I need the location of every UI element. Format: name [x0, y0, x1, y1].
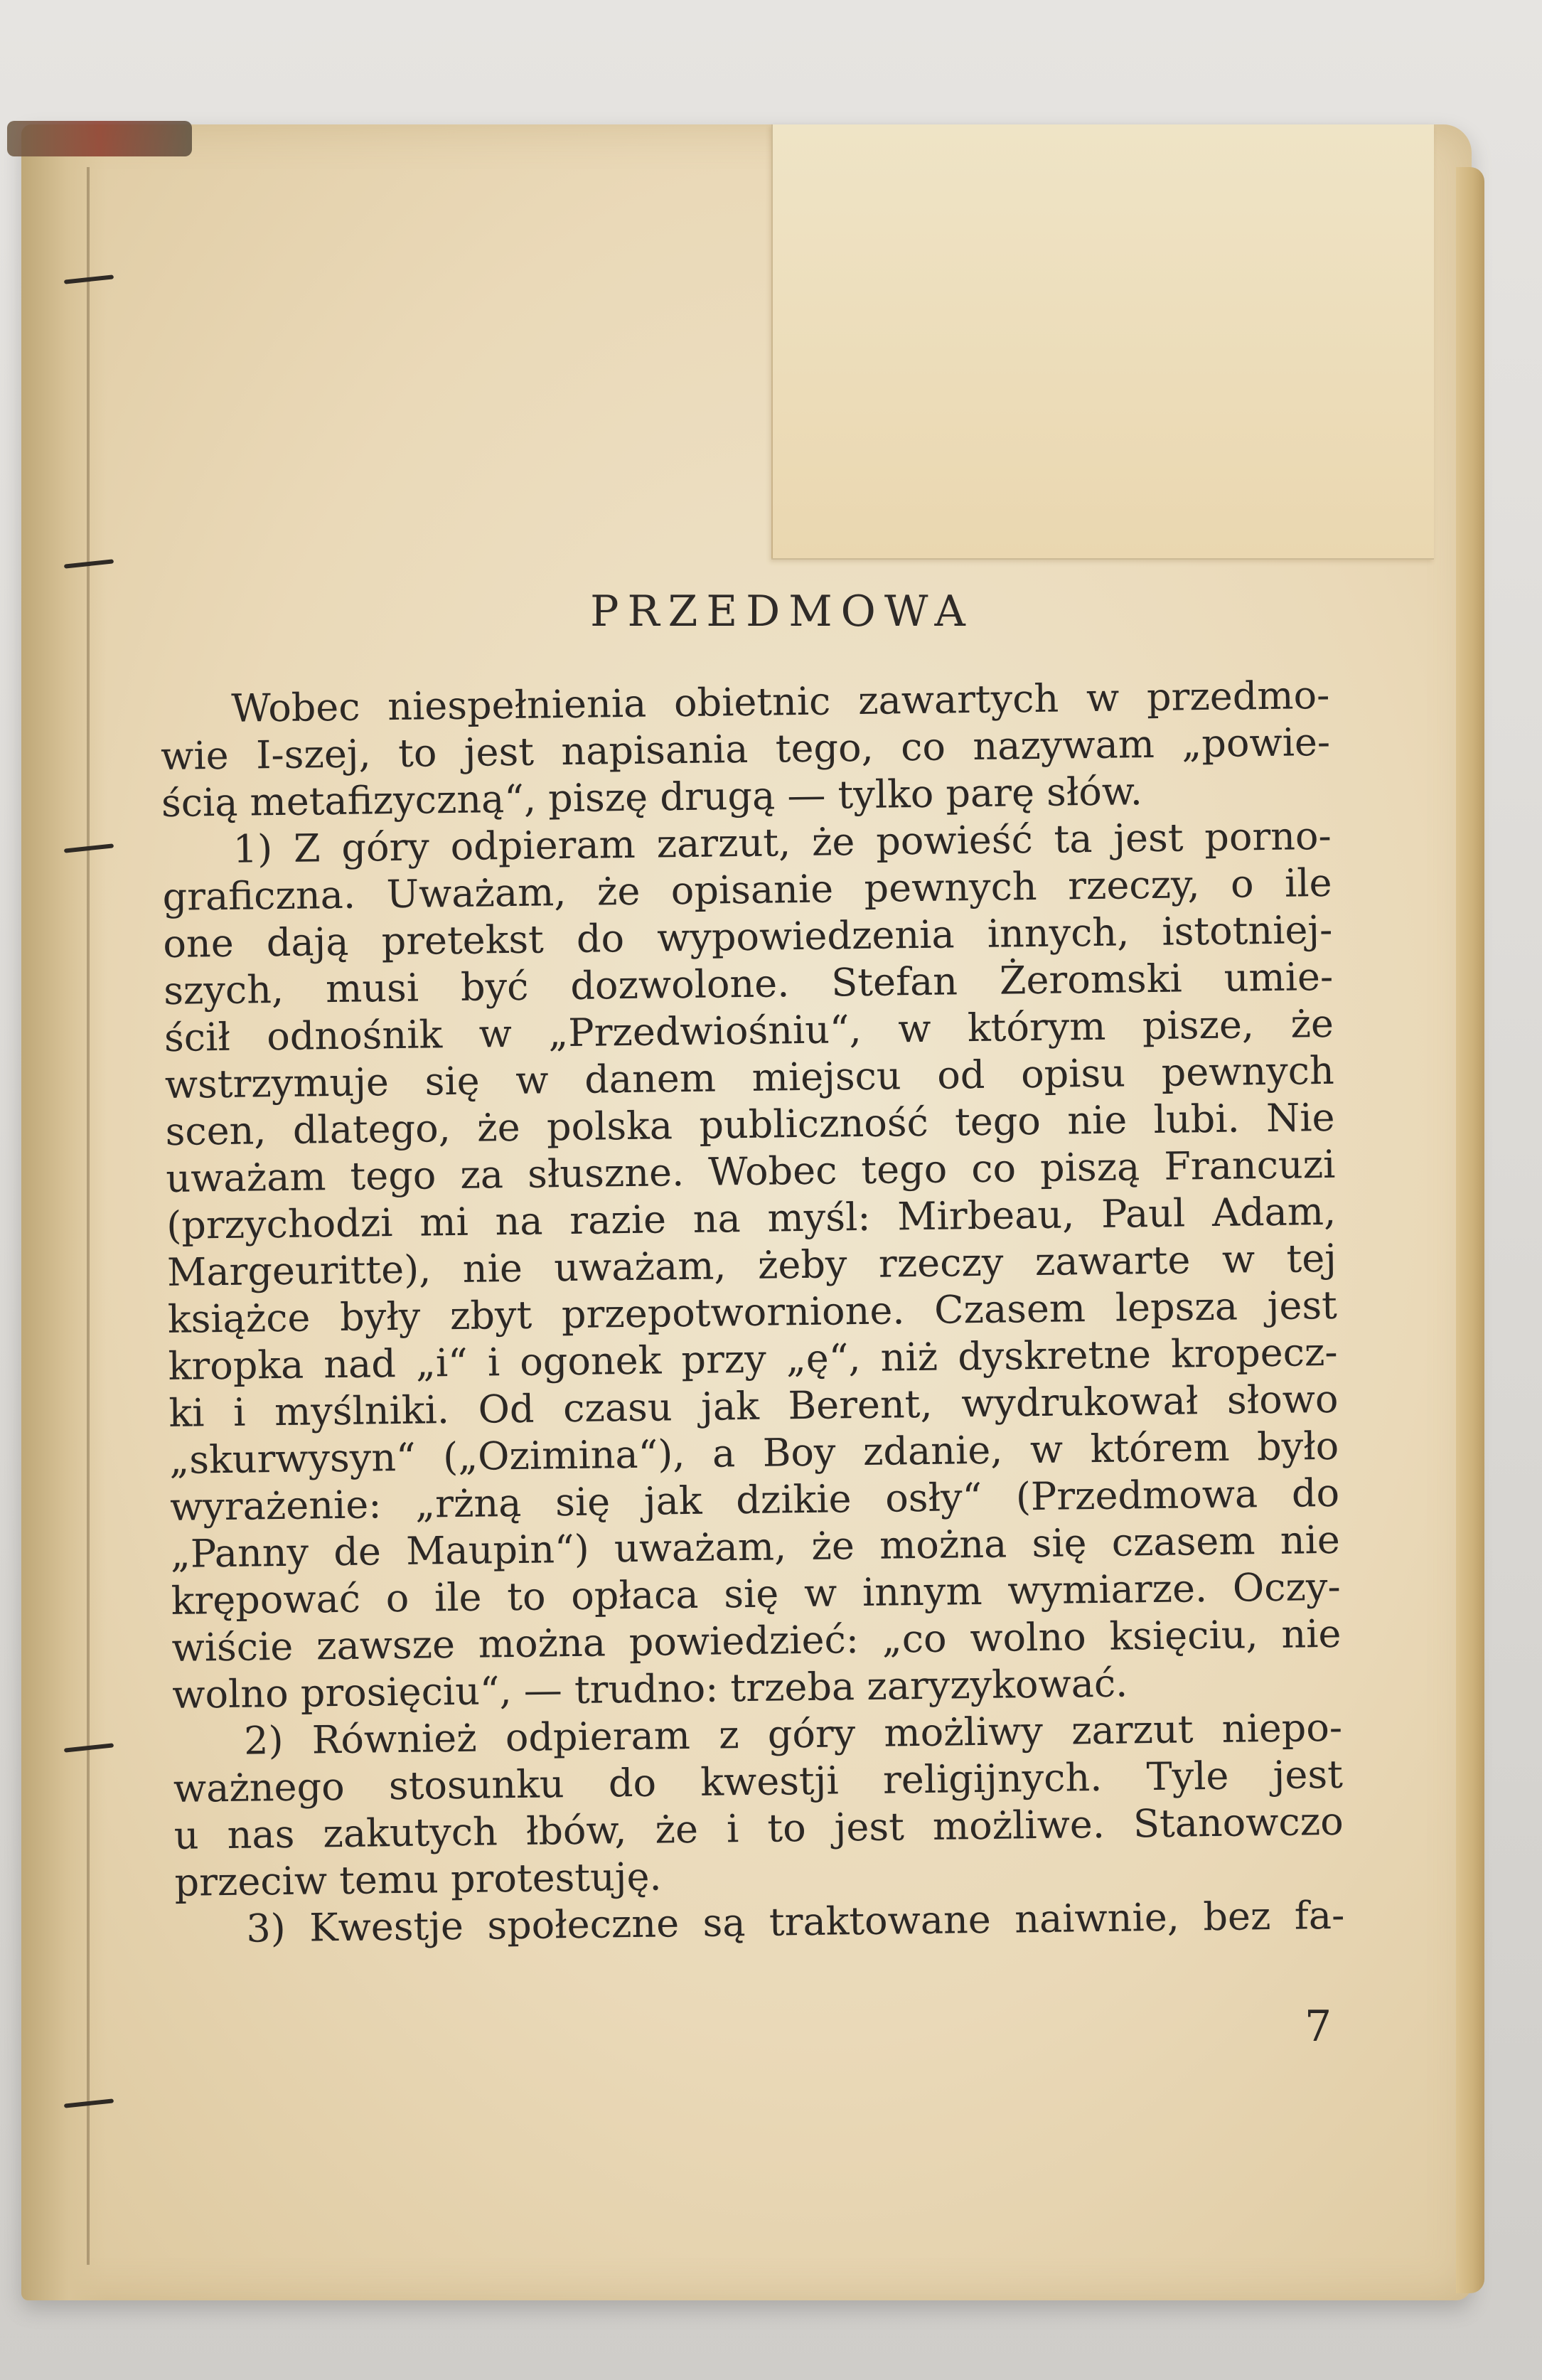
text-line: krępować o ile to opłaca się w innym wymiarze. Oczy- [171, 1564, 1341, 1623]
page-number: 7 [1305, 2002, 1332, 2051]
page-title: PRZEDMOWA [590, 587, 974, 636]
text-line: „skurwysyn“ („Ozimina“), a Boy zdanie, w którem było [168, 1423, 1339, 1483]
text-line: wstrzymuje się w danem miejscu od opisu pewnych [164, 1047, 1335, 1107]
body-text [160, 672, 1345, 1953]
text-line: 2) Również odpieram z góry możliwy zarzut niepo- [243, 1704, 1343, 1763]
text-line: wolno prosięciu“, — trudno: trzeba zaryzykować. [171, 1660, 1128, 1717]
pasted-paper-slip [771, 124, 1434, 560]
text-line: uważam tego za słuszne. Wobec tego co piszą Francuzi [166, 1141, 1336, 1201]
text-line: one dają pretekst do wypowiedzenia innych, istotniej- [163, 907, 1333, 966]
text-line: ścił odnośnik w „Przedwiośniu“, w którym pisze, że [164, 1000, 1334, 1060]
text-line: ścią metafizyczną“, piszę drugą — tylko parę słów. [161, 769, 1143, 826]
text-line: ważnego stosunku do kwestji religijnych. Tyle jest [173, 1751, 1344, 1811]
text-line: Margeuritte), nie uważam, żeby rzeczy zawarte w tej [166, 1235, 1337, 1295]
text-line: szych, musi być dozwolone. Stefan Żeromski umie- [163, 954, 1334, 1013]
text-line: książce były zbyt przepotwornione. Czasem lepsza jest [167, 1282, 1338, 1342]
text-line: u nas zakutych łbów, że i to jest możliwe. Stanowczo [173, 1798, 1344, 1858]
book-spine [21, 124, 107, 2300]
text-line: kropka nad „i“ i ogonek przy „ę“, niż dyskretne kropecz- [168, 1329, 1338, 1389]
spine-fold [87, 167, 90, 2265]
text-line: graficzna. Uważam, że opisanie pewnych rzeczy, o ile [162, 860, 1332, 919]
text-line: (przychodzi mi na razie na myśl: Mirbeau, Paul Adam, [166, 1188, 1337, 1248]
text-line: przeciw temu protestuję. [174, 1854, 662, 1905]
text-line: wiście zawsze można powiedzieć: „co wolno księciu, nie [171, 1611, 1342, 1670]
binding-thread [7, 121, 192, 156]
text-line: scen, dlatego, że polska publiczność tego nie lubi. Nie [165, 1094, 1335, 1154]
page-edge [1456, 167, 1484, 2293]
text-line: wyrażenie: „rżną się jak dzikie osły“ (Przedmowa do [169, 1470, 1340, 1530]
text-line: wie I-szej, to jest napisania tego, co nazywam „powie- [160, 719, 1331, 779]
text-line: „Panny de Maupin“) uważam, że można się czasem nie [170, 1517, 1341, 1576]
text-line: 3) Kwestje społeczne są traktowane naiwnie, bez fa- [245, 1892, 1345, 1951]
text-line: Wobec niespełnienia obietnic zawartych w przedmo- [231, 672, 1330, 731]
text-line: 1) Z góry odpieram zarzut, że powieść ta jest porno- [232, 813, 1332, 872]
text-line: ki i myślniki. Od czasu jak Berent, wydrukował słowo [168, 1376, 1339, 1436]
